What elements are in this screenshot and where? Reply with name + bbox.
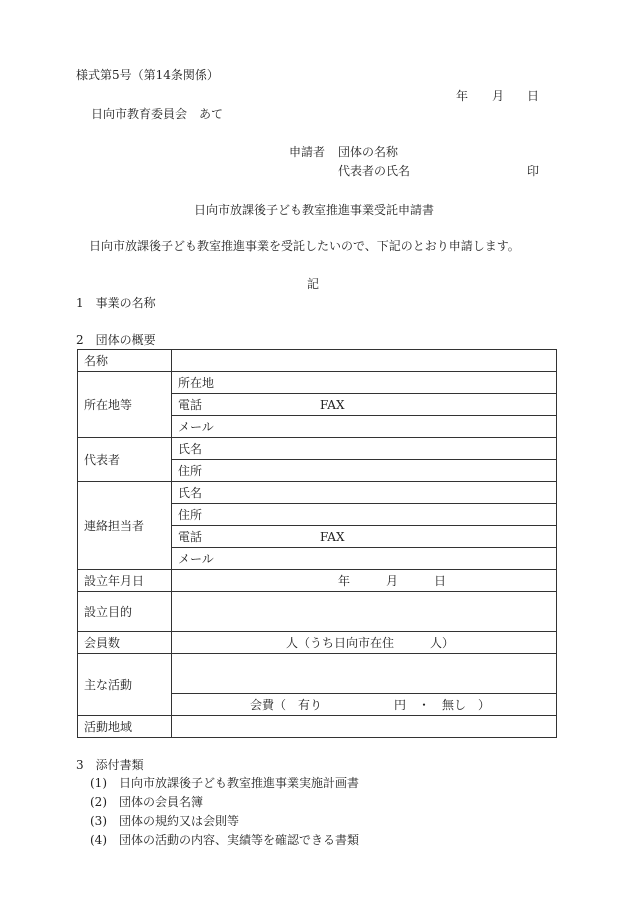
- area-field[interactable]: [172, 716, 557, 738]
- organization-overview-table: [77, 349, 557, 738]
- location-label[interactable]: 所在地: [172, 372, 557, 394]
- table-row: [78, 592, 557, 632]
- founded-date-field[interactable]: [172, 570, 557, 592]
- applicant-label: 申請者: [289, 145, 326, 159]
- name-field[interactable]: [172, 350, 557, 372]
- attachment-item: (1) 日向市放課後子ども教室推進事業実施計画書: [90, 776, 359, 790]
- seal-mark: 印: [527, 164, 540, 178]
- activity-field[interactable]: [172, 654, 557, 694]
- fax-label: FAX: [320, 530, 345, 544]
- rep-name-label[interactable]: 氏名: [172, 438, 557, 460]
- table-row: [78, 654, 557, 694]
- contact-mail-label[interactable]: メール: [172, 548, 557, 570]
- form-number: 様式第5号（第14条関係）: [76, 68, 219, 82]
- contact-group-label: 連絡担当者: [78, 482, 172, 570]
- rep-residence-label[interactable]: 住所: [172, 460, 557, 482]
- rep-group-label: 代表者: [78, 438, 172, 482]
- address-group-label: 所在地等: [78, 372, 172, 438]
- phone-label: 電話: [178, 530, 203, 544]
- activity-label: 主な活動: [78, 654, 172, 716]
- founded-label: 設立年月日: [78, 570, 172, 592]
- table-row: [78, 716, 557, 738]
- founded-month: 月: [386, 574, 399, 588]
- area-label: 活動地域: [78, 716, 172, 738]
- table-row: [78, 482, 557, 504]
- representative-label: 代表者の氏名: [338, 164, 411, 178]
- contact-phone-fax-field[interactable]: [172, 526, 557, 548]
- contact-name-label[interactable]: 氏名: [172, 482, 557, 504]
- fax-label: FAX: [320, 398, 345, 412]
- name-label: 名称: [78, 350, 172, 372]
- table-row: [78, 372, 557, 394]
- members-field[interactable]: [172, 632, 557, 654]
- fee-field[interactable]: [172, 694, 557, 716]
- section-2-heading: 2 団体の概要: [76, 333, 156, 347]
- section-3-heading: 3 添付書類: [76, 758, 144, 772]
- contact-residence-label[interactable]: 住所: [172, 504, 557, 526]
- attachment-item: (4) 団体の活動の内容、実績等を確認できる書類: [90, 833, 359, 847]
- purpose-field[interactable]: [172, 592, 557, 632]
- fee-text: 会費（ 有り 円 ・ 無し ）: [250, 698, 491, 712]
- table-row: [78, 570, 557, 592]
- section-1-heading: 1 事業の名称: [76, 296, 156, 310]
- org-name-label: 団体の名称: [338, 145, 399, 159]
- addressee: 日向市教育委員会 あて: [91, 107, 224, 121]
- table-row: [78, 438, 557, 460]
- attachment-item: (3) 団体の規約又は会則等: [90, 814, 239, 828]
- members-text: 人（うち日向市在住 人）: [286, 636, 455, 650]
- table-row: [78, 350, 557, 372]
- date-day: 日: [527, 89, 540, 103]
- ki-heading: 記: [307, 277, 320, 291]
- members-label: 会員数: [78, 632, 172, 654]
- date-month: 月: [492, 89, 505, 103]
- document-title: 日向市放課後子ども教室推進事業受託申請書: [194, 203, 435, 217]
- mail-label[interactable]: メール: [172, 416, 557, 438]
- table-row: [78, 632, 557, 654]
- attachment-item: (2) 団体の会員名簿: [90, 795, 203, 809]
- date-year: 年: [456, 89, 469, 103]
- founded-year: 年: [338, 574, 351, 588]
- body-text: 日向市放課後子ども教室推進事業を受託したいので、下記のとおり申請します。: [89, 239, 520, 253]
- phone-label: 電話: [178, 398, 203, 412]
- founded-day: 日: [434, 574, 447, 588]
- phone-fax-field[interactable]: [172, 394, 557, 416]
- purpose-label: 設立目的: [78, 592, 172, 632]
